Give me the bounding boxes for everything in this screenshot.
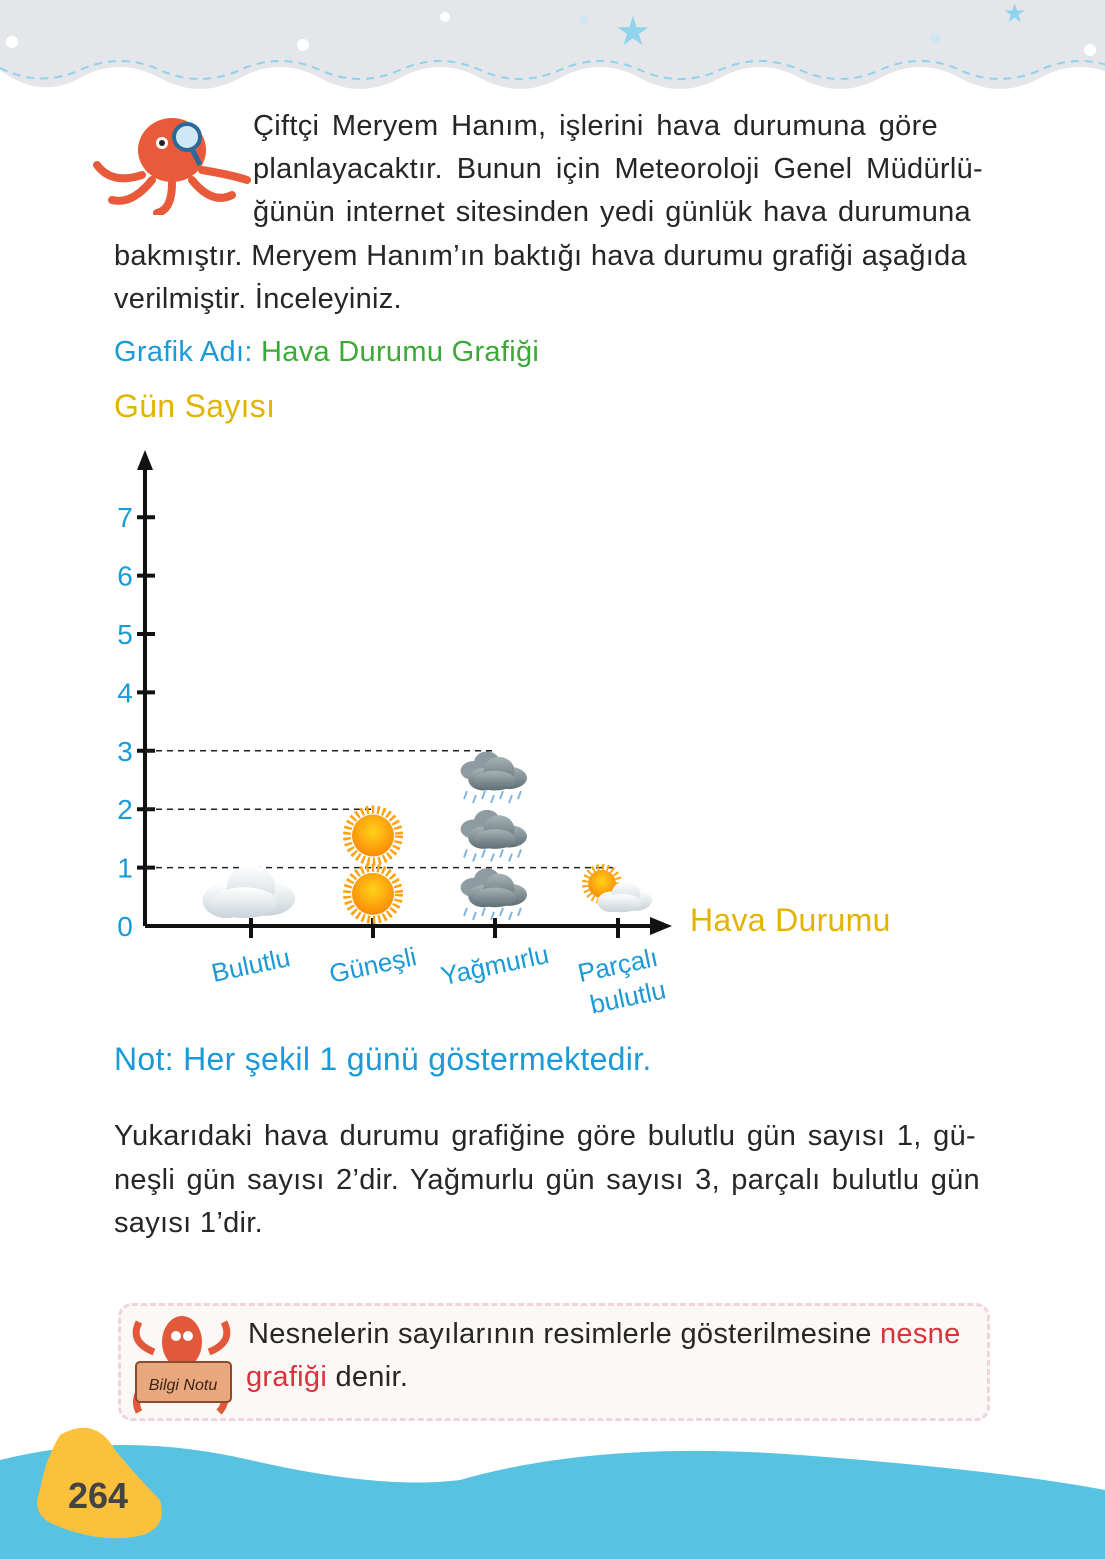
- graph-title-value: Hava Durumu Grafiği: [261, 336, 540, 368]
- summary-line: sayısı 1’dir.: [114, 1207, 263, 1239]
- y-tick-label: 2: [117, 794, 133, 826]
- x-category-label: Güneşli: [326, 941, 420, 989]
- graph-title: [114, 336, 539, 369]
- intro-line: verilmiştir. İnceleyiniz.: [114, 283, 402, 315]
- y-axis-title: Gün Sayısı: [114, 388, 276, 424]
- intro-line: ğünün internet sitesinden yedi günlük hava durumuna: [253, 196, 971, 228]
- page-number: 264: [67, 1475, 129, 1516]
- y-tick-label: 5: [117, 619, 133, 650]
- x-axis-arrow: [650, 917, 672, 935]
- intro-line: bakmıştır. Meryem Hanım’ın baktığı hava durumu grafiği aşağıda: [114, 240, 967, 272]
- y-tick-label: 6: [117, 560, 133, 592]
- sun-icon: [347, 868, 399, 920]
- info-note-line-1: [248, 1318, 961, 1351]
- summary-line: neşli gün sayısı 2’dir. Yağmurlu gün sayısı 3, parçalı bulutlu gün: [114, 1164, 980, 1196]
- star-icon: ★: [615, 10, 651, 54]
- y-tick-label: 4: [117, 677, 133, 709]
- cloud-icon: [203, 865, 295, 918]
- x-category-label: Bulutlu: [208, 942, 293, 988]
- y-tick-label: 3: [117, 735, 133, 767]
- info-note-line-2: [246, 1361, 408, 1394]
- rain-cloud-icon: [461, 751, 527, 803]
- footer-wave: [0, 1420, 1105, 1559]
- rain-cloud-icon: [461, 810, 527, 862]
- x-category-label: Parçalı: [575, 941, 661, 989]
- y-tick-label: 1: [117, 852, 133, 884]
- header-wave: [0, 0, 1105, 110]
- x-category-label: Yağmurlu: [438, 938, 552, 992]
- y-tick-label: 0: [117, 911, 133, 942]
- bilgi-notu-badge: Bilgi Notu: [148, 1377, 218, 1394]
- rain-cloud-icon: [461, 868, 527, 920]
- octopus-mascot-icon: [92, 105, 252, 215]
- info-note-text: Nesnelerin sayılarının resimlerle gösterilmesine: [248, 1318, 880, 1350]
- info-note-highlight: nesne: [880, 1318, 961, 1350]
- star-icon: ★: [1003, 0, 1027, 28]
- y-axis-arrow: [137, 450, 153, 470]
- weather-pictograph-chart: [0, 440, 900, 1030]
- info-note-highlight: grafiği: [246, 1361, 328, 1393]
- octopus-bilgi-notu-icon: [124, 1312, 242, 1416]
- chart-note: Not: Her şekil 1 günü göstermektedir.: [114, 1041, 652, 1077]
- info-note-text: denir.: [327, 1361, 409, 1393]
- x-axis-title: Hava Durumu: [690, 902, 891, 938]
- intro-line: planlayacaktır. Bunun için Meteoroloji Genel Müdürlü-: [253, 153, 983, 185]
- sun-icon: [347, 809, 399, 861]
- y-tick-label: 7: [117, 502, 133, 534]
- intro-line: Çiftçi Meryem Hanım, işlerini hava durumuna göre: [253, 110, 938, 142]
- partly-cloudy-icon: [585, 867, 652, 912]
- x-category-label: bulutlu: [587, 974, 669, 1020]
- summary-line: Yukarıdaki hava durumu grafiğine göre bulutlu gün sayısı 1, gü-: [114, 1120, 976, 1152]
- graph-title-label: Grafik Adı:: [114, 336, 253, 368]
